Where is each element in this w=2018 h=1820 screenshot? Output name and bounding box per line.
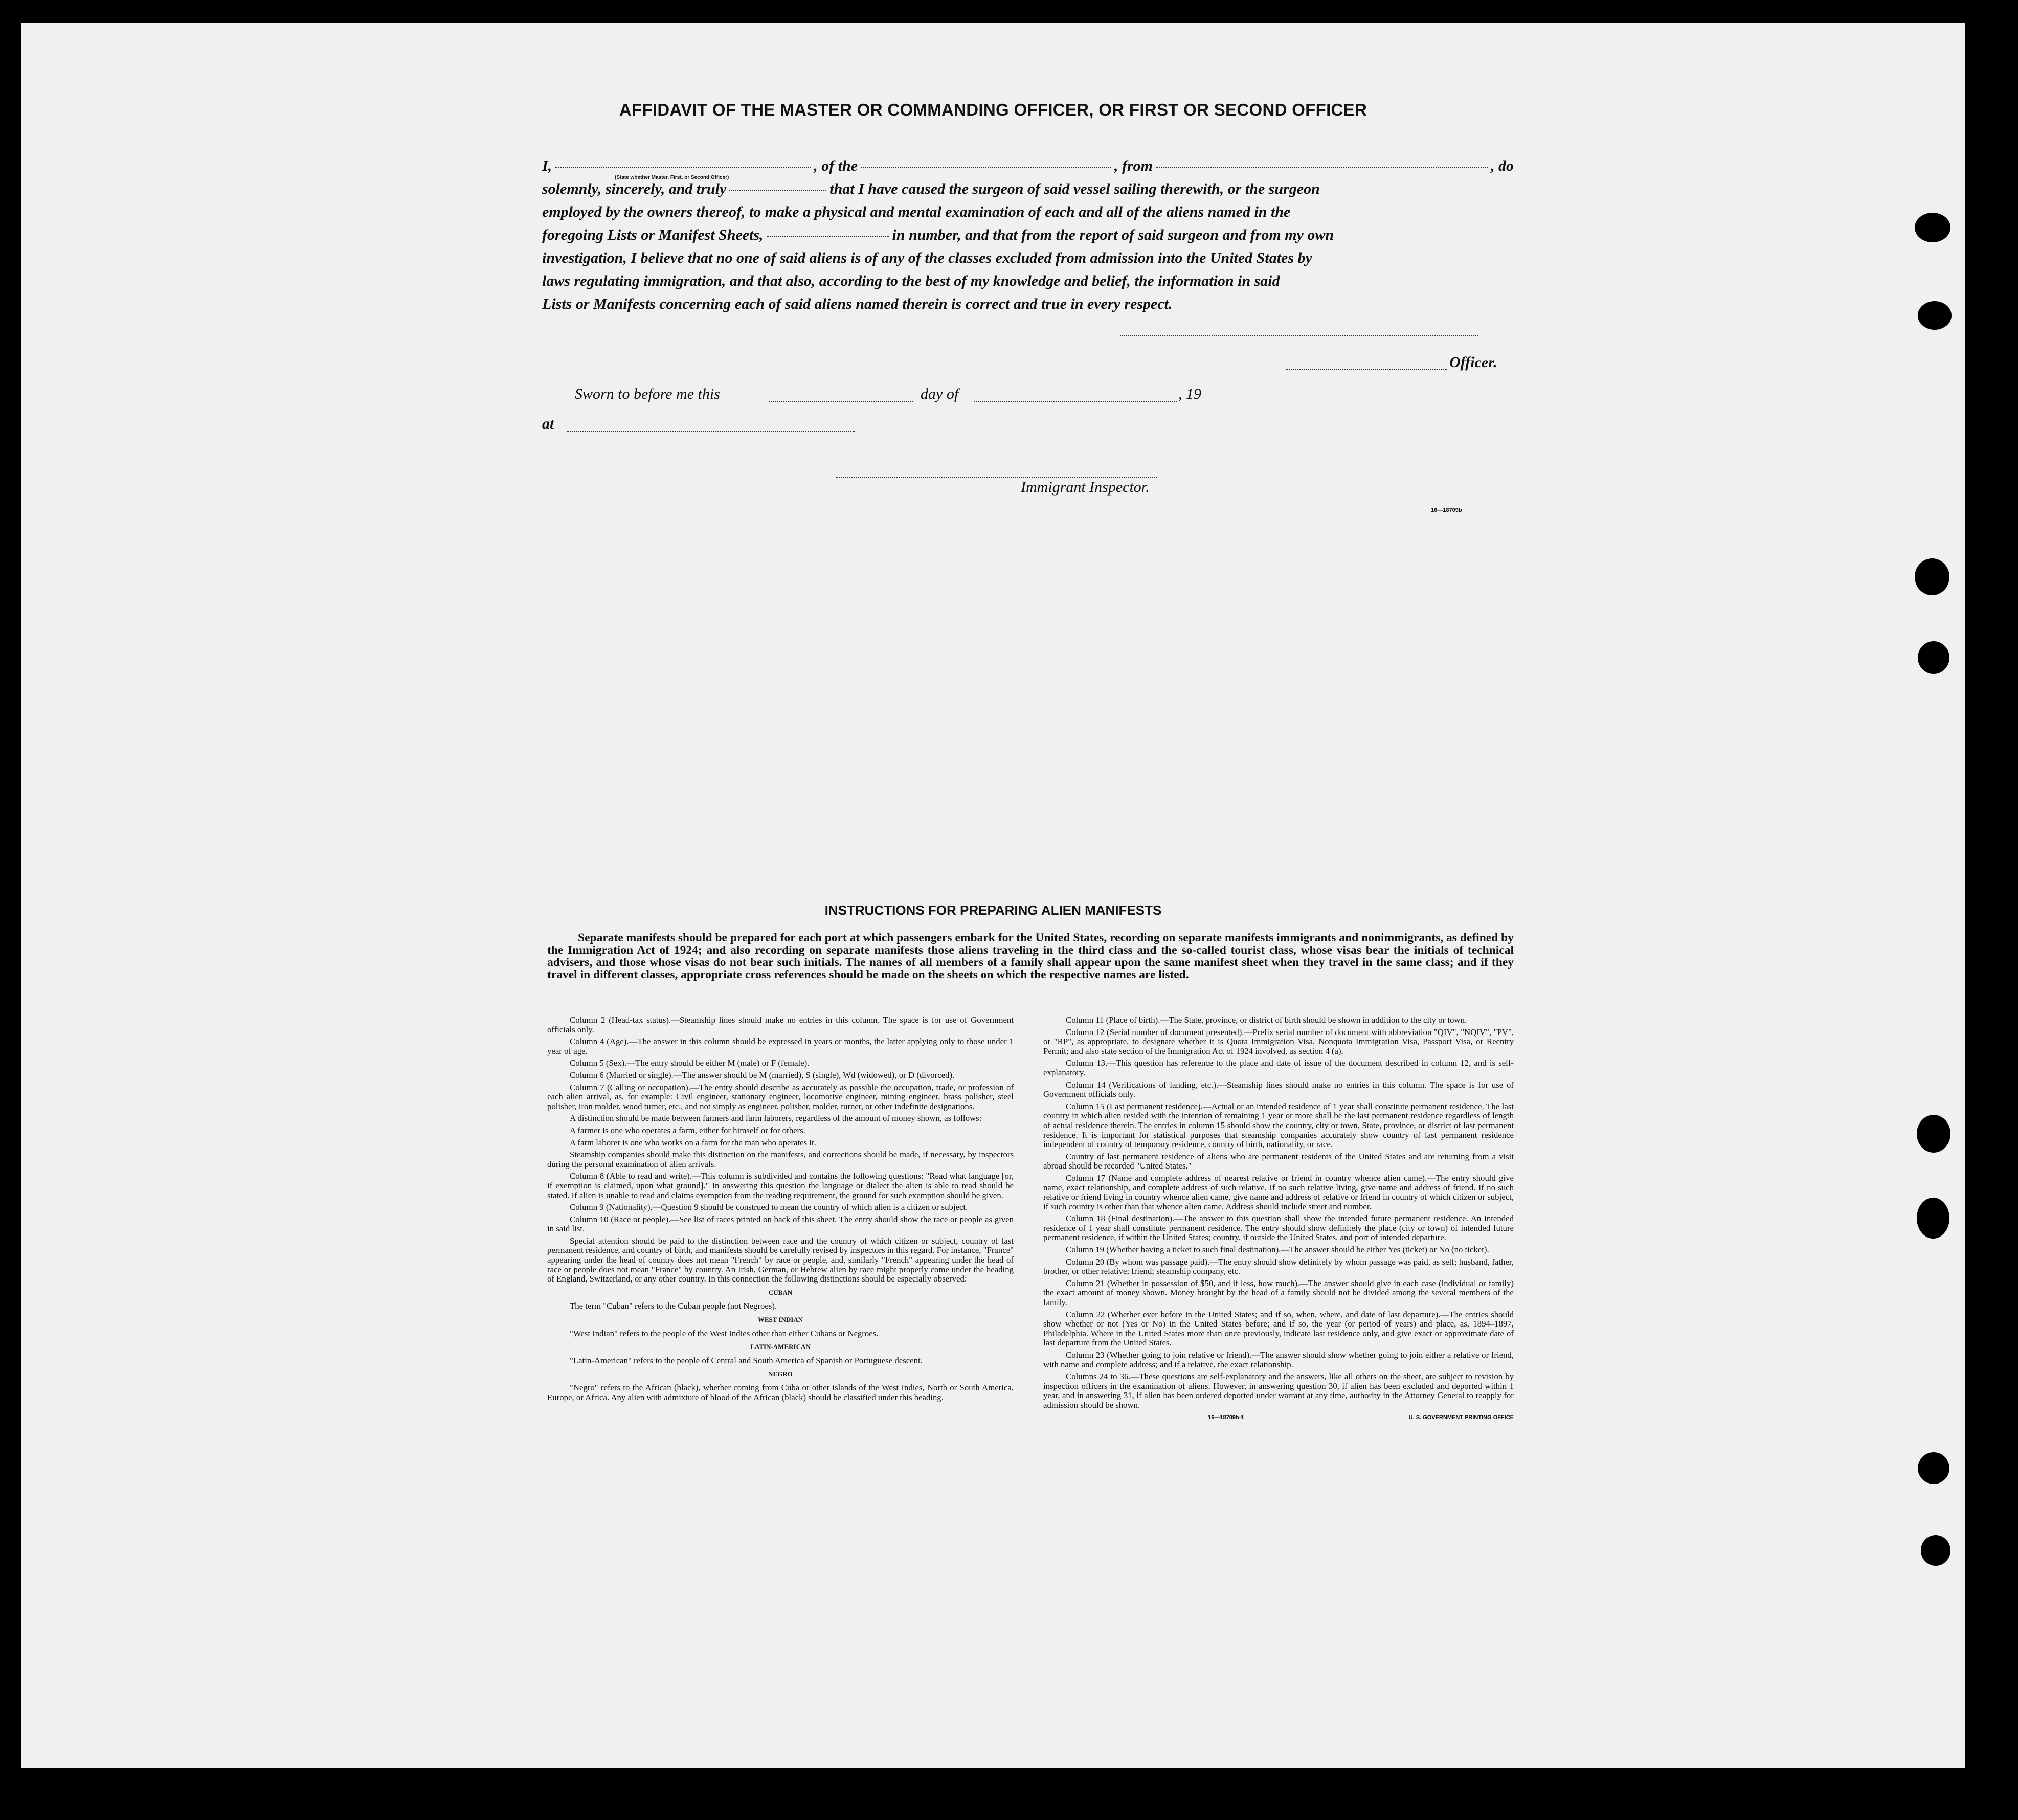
officer-signature-line[interactable]	[1120, 335, 1478, 336]
instruction-paragraph	[1043, 1016, 1514, 1025]
officer-label: Officer.	[1449, 354, 1497, 371]
instruction-paragraph	[547, 1138, 1014, 1148]
affidavit-text: , do	[1491, 158, 1514, 174]
instruction-text: —The answer should show whether going to join either a relative or friend, with name and complete address; and if a relative, the exact relationship.	[1043, 1350, 1514, 1369]
inspector-signature-line[interactable]	[836, 477, 1157, 478]
affidavit-line	[542, 154, 1514, 177]
instruction-text: —The answer to this question shall show the intended future permanent residence. An intended residence of 1 year shall constitute permanent residence. The entry should show definitely the place (city or town) of intended future permanent residence, if within the United States; country, if outside the United States, and port of intended departure.	[1043, 1214, 1514, 1243]
departure-port-field[interactable]	[1156, 167, 1488, 168]
instruction-heading: Columns 24 to 36.	[1066, 1372, 1131, 1382]
instruction-paragraph	[547, 1059, 1014, 1068]
affidavit-line	[542, 246, 1514, 269]
heading-west-indian: WEST INDIAN	[757, 1316, 803, 1324]
instruction-text: —The entry should describe as accurately as possible the occupation, trade, or profession of each alien arrival, as, for example: Civil engineer, stationary engineer, locomotive engineer, mining engineer, brass polisher, steel polisher, iron molder, wood turner, etc., and not simply as engineer, polisher, molder, turner, or other indefinite designations.	[547, 1082, 1014, 1111]
at-place-field[interactable]	[567, 431, 855, 432]
vessel-field[interactable]	[861, 167, 1111, 168]
binder-hole	[1915, 213, 1950, 242]
text-negro: "Negro" refers to the African (black), whether coming from Cuba or other islands of the West Indies, North or South America, Europe, or Africa. Any alien with admixture of blood of the African (black) should be classified under this heading.	[547, 1383, 1014, 1402]
instruction-text: —The entry should give name, exact relationship, and complete address of such relative. If no such relative living, give name and address of friend. If no such relative or friend living in country whence alien came, give name and address of relative or friend in country of which citizen or subject, if such country is other than that whence alien came. Address should include street and number.	[1043, 1173, 1514, 1211]
officer-signature-line-2[interactable]	[1286, 369, 1447, 370]
instruction-paragraph	[547, 1037, 1014, 1056]
affidavit-line	[542, 200, 1514, 223]
right-column-items	[1043, 1016, 1514, 1410]
instruction-text: —The entry should be either M (male) or F (female).	[626, 1058, 810, 1068]
affidavit-line	[542, 269, 1514, 293]
instruction-heading: Column 13.	[1066, 1058, 1108, 1068]
instruction-text: A farm laborer is one who works on a farm for the man who operates it.	[570, 1137, 816, 1148]
affidavit-text: foregoing Lists or Manifest Sheets,	[542, 227, 764, 243]
instruction-paragraph	[1043, 1174, 1514, 1211]
instruction-text: —The answer should give in each case (individual or family) the exact amount of money shown. Money brought by the head of a family should not be divided among the several members of the family.	[1043, 1278, 1514, 1308]
instruction-text: A distinction should be made between farmers and farm laborers, regardless of the amount of money shown, as follows:	[570, 1113, 982, 1124]
instruction-heading: Column 18 (Final destination).	[1066, 1214, 1175, 1224]
rank-note: (State whether Master, First, or Second Officer)	[615, 175, 729, 181]
instruction-text: —The answer should be either Yes (ticket) or No (no ticket).	[1281, 1245, 1489, 1255]
instruction-text: —The entry should show definitely by whom passage was paid, as self; husband, father, brother, or other relative; friend; steamship company, etc.	[1043, 1256, 1514, 1276]
text-cuban: The term "Cuban" refers to the Cuban people (not Negroes).	[570, 1301, 777, 1311]
sworn-text: day of	[921, 386, 959, 402]
footer-form-number: 16—18709b-1	[1208, 1414, 1244, 1421]
text-west-indian: "West Indian" refers to the people of the West Indies other than either Cubans or Negroes.	[570, 1328, 879, 1338]
instruction-paragraph	[547, 1071, 1014, 1081]
instruction-heading: Column 14 (Verifications of landing, etc.).	[1066, 1080, 1219, 1090]
affidavit-line	[542, 223, 1514, 246]
instruction-heading: Column 11 (Place of birth).	[1066, 1015, 1160, 1025]
instruction-text: —The answer in this column should be expressed in years or months, the latter applying only to those under 1 year of age.	[547, 1037, 1014, 1056]
instruction-text: —The State, province, or district of birth should be shown in addition to the city or town.	[1160, 1015, 1467, 1025]
instruction-paragraph	[547, 1150, 1014, 1169]
instruction-paragraph	[1043, 1245, 1514, 1255]
sworn-day-field[interactable]	[769, 401, 913, 402]
instruction-paragraph	[1043, 1310, 1514, 1348]
instructions-right-column	[1043, 1016, 1514, 1425]
affidavit-title: AFFIDAVIT OF THE MASTER OR COMMANDING OFFICER, OR FIRST OR SECOND OFFICER	[619, 100, 1367, 119]
instruction-text: —The answer should be M (married), S (single), Wd (widowed), or D (divorced).	[673, 1070, 955, 1080]
affidavit-text: solemnly, sincerely, and truly	[542, 181, 727, 197]
instruction-paragraph	[1043, 1028, 1514, 1057]
instruction-text: —This question has reference to the place and date of issue of the document described in column 12, and is self-explanatory.	[1043, 1058, 1514, 1077]
form-number: 16—18709b	[1431, 507, 1462, 513]
sworn-month-field[interactable]	[974, 401, 1177, 402]
affidavit-text: laws regulating immigration, and that also, according to the best of my knowledge and belief, the information in said	[542, 273, 1280, 289]
affidavit-text: employed by the owners thereof, to make a physical and mental examination of each and all of the aliens named in the	[542, 204, 1291, 220]
affidavit-text: in number, and that from the report of said surgeon and from my own	[892, 227, 1334, 243]
instruction-heading: Column 21 (Whether in possession of $50, and if less, how much).	[1066, 1278, 1300, 1288]
instruction-text: —The entries should show whether or not (Yes or No) in the United States before; and if so, the year (or period of years) and place, as, 1894–1897, Philadelphia. Where in the United States more than once previously, indicate last residence only, and give exact or approximate date of last departure from the United States.	[1043, 1309, 1514, 1348]
instruction-text: —Steamship lines should make no entries in this column. The space is for use of Government officials only.	[547, 1015, 1014, 1035]
instruction-heading: Column 20 (By whom was passage paid).	[1066, 1256, 1210, 1267]
instruction-heading: Column 15 (Last permanent residence).	[1066, 1101, 1203, 1111]
heading-latin-american: LATIN-AMERICAN	[750, 1343, 811, 1351]
instruction-text: —Prefix serial number of document with abbreviation "QIV", "NQIV", "PV", or "RP", as appropriate, to designate whether it is Quota Immigration Visa, Nonquota Immigration Visa, Passport Visa, or Reentry Permit; and also state section of the Immigration Act of 1924 involved, as section 4 (a).	[1043, 1027, 1514, 1056]
heading-negro: NEGRO	[768, 1370, 793, 1378]
instruction-text: —Question 9 should be construed to mean the country of which alien is a citizen or subject.	[652, 1202, 968, 1212]
manifest-sheet	[21, 23, 1965, 1768]
instruction-paragraph	[1043, 1102, 1514, 1150]
instruction-heading: Column 9 (Nationality).	[570, 1202, 653, 1212]
instruction-text: Special attention should be paid to the distinction between race and the country of which citizen or subject, country of last permanent residence, and country of birth, and manifests should be carefully revised by inspectors in this regard. For instance, "France" appearing under the head of country does not mean "French" by race or people, and, similarly "French" appearing under the head of race or people does not mean "France" by country. An Irish, German, or Hebrew alien by race might properly come under the heading of England, Switzerland, or any other country. In this connection the following distinctions should be especially observed:	[547, 1235, 1014, 1284]
instruction-paragraph	[547, 1114, 1014, 1124]
instruction-heading: Column 5 (Sex).	[570, 1058, 627, 1068]
instruction-paragraph	[547, 1016, 1014, 1035]
binder-hole	[1917, 1198, 1949, 1239]
instruction-text: —Steamship lines should make no entries in this column. The space is for use of Government officials only.	[1043, 1080, 1514, 1099]
affidavit-text: Lists or Manifests concerning each of said aliens named therein is correct and true in every respect.	[542, 296, 1173, 312]
instruction-heading: Column 4 (Age).	[570, 1037, 629, 1047]
instruction-text: Steamship companies should make this distinction on the manifests, and corrections should be made, if necessary, by inspectors during the personal examination of alien arrivals.	[547, 1150, 1014, 1169]
instruction-heading: Column 10 (Race or people).	[570, 1214, 671, 1224]
affidavit-text: , from	[1114, 158, 1153, 174]
at-label: at	[542, 415, 554, 432]
instruction-paragraph	[1043, 1152, 1514, 1171]
binder-hole	[1918, 641, 1949, 674]
instruction-paragraph	[1043, 1059, 1514, 1077]
instruction-heading: Column 17 (Name and complete address of nearest relative or friend in country whence alien came).	[1066, 1173, 1427, 1183]
instructions-title: INSTRUCTIONS FOR PREPARING ALIEN MANIFESTS	[824, 903, 1162, 918]
instruction-heading: Column 19 (Whether having a ticket to such final destination).	[1066, 1245, 1281, 1255]
instruction-paragraph	[1043, 1351, 1514, 1369]
instruction-text: —See list of races printed on back of this sheet. The entry should show the race or people as given in said list.	[547, 1214, 1014, 1234]
affidavit-line	[542, 293, 1514, 316]
affidavit-line	[542, 177, 1514, 200]
inspector-label: Immigrant Inspector.	[1021, 479, 1150, 496]
instruction-heading: Column 6 (Married or single).	[570, 1070, 674, 1080]
instruction-paragraph	[1043, 1279, 1514, 1308]
affidavit-text: that I have caused the surgeon of said vessel sailing therewith, or the surgeon	[829, 181, 1320, 197]
binder-hole	[1915, 558, 1949, 595]
heading-cuban: CUBAN	[768, 1288, 793, 1296]
sworn-text: Sworn to before me this	[575, 386, 720, 402]
instruction-paragraph	[1043, 1372, 1514, 1410]
binder-hole	[1921, 1535, 1950, 1566]
instruction-heading: Column 23 (Whether going to join relative or friend).	[1066, 1350, 1252, 1360]
instruction-text: A farmer is one who operates a farm, either for himself or for others.	[570, 1125, 805, 1135]
affidavit-text: I,	[542, 158, 552, 174]
instruction-heading: Column 8 (Able to read and write).	[570, 1171, 692, 1181]
oath-field[interactable]	[729, 190, 826, 191]
instruction-paragraph	[1043, 1257, 1514, 1276]
left-column-items	[547, 1016, 1014, 1284]
instruction-text: —These questions are self-explanatory and the answers, like all others on the sheet, are subject to revision by inspection officers in the examination of aliens. However, in answering question 30, if alien has been excluded and deported within 1 year, and in answering 31, if alien has been ordered deported under warrant at any time, authority in the Attorney General to reapply for admission should be shown.	[1043, 1372, 1514, 1410]
instruction-paragraph	[547, 1215, 1014, 1234]
instruction-text: Country of last permanent residence of aliens who are permanent residents of the United States and are returning from a visit abroad should be recorded "United States."	[1043, 1151, 1514, 1171]
instruction-paragraph	[547, 1237, 1014, 1284]
instruction-paragraph	[547, 1172, 1014, 1200]
instruction-text: —Actual or an intended residence of 1 year shall constitute permanent residence. The last country in which alien resided with the intention of remaining 1 year or more shall be the last permanent residence regardless of length of actual residence therein. The entries in column 15 should show the country, city or town, State, province, or district of last permanent residence. It is important for statistical purposes that steamship companies accurately show country of last permanent residence independent of country of temporary residence, country of birth, nationality, or race.	[1043, 1101, 1514, 1150]
officer-rank-field[interactable]	[555, 167, 811, 168]
binder-hole	[1918, 301, 1952, 330]
footer-printing-office: U. S. GOVERNMENT PRINTING OFFICE	[1408, 1414, 1514, 1421]
instruction-heading: Column 22 (Whether ever before in the United States; and if so, when, where, and date of last departure).	[1066, 1309, 1441, 1319]
binder-hole	[1918, 1452, 1949, 1484]
instruction-text: —This column is subdivided and contains the following questions: "Read what language [or, if exemption is claimed, upon what ground]." In answering this question the language or dialect the alien is able to read should be stated. If alien is unable to read and claims exemption from the reading requirement, the ground for such exemption should be given.	[547, 1171, 1014, 1200]
alien-count-field[interactable]	[767, 236, 889, 237]
instruction-paragraph	[547, 1126, 1014, 1136]
instructions-left-column	[547, 1016, 1014, 1405]
text-latin-american: "Latin-American" refers to the people of Central and South America of Spanish or Portuguese descent.	[570, 1355, 923, 1365]
instructions-intro: Separate manifests should be prepared for each port at which passengers embark for the United States, recording on separate manifests immigrants and nonimmigrants, as defined by the Immigration Act of 1924; and also recording on separate manifests those aliens traveling in the third class and the so-called tourist class, whose visas bear the initials of technical advisers, and those whose visas do not bear such initials. The names of all members of a family shall appear upon the same manifest sheet when they travel in the same class; and if they travel in different classes, appropriate cross references should be made on the sheets on which the respective names are listed.	[547, 931, 1514, 981]
affidavit-text: , of the	[814, 158, 858, 174]
affidavit-text: investigation, I believe that no one of said aliens is of any of the classes excluded from admission into the United States by	[542, 250, 1312, 266]
footer	[1043, 1413, 1514, 1423]
binder-hole	[1917, 1115, 1950, 1153]
instruction-paragraph	[547, 1083, 1014, 1112]
instruction-paragraph	[1043, 1081, 1514, 1099]
instruction-paragraph	[547, 1203, 1014, 1212]
instruction-heading: Column 12 (Serial number of document presented).	[1066, 1027, 1244, 1037]
instruction-heading: Column 7 (Calling or occupation).	[570, 1082, 690, 1092]
instruction-paragraph	[1043, 1214, 1514, 1243]
instruction-heading: Column 2 (Head-tax status).	[570, 1015, 671, 1025]
sworn-text: , 19	[1178, 386, 1201, 402]
